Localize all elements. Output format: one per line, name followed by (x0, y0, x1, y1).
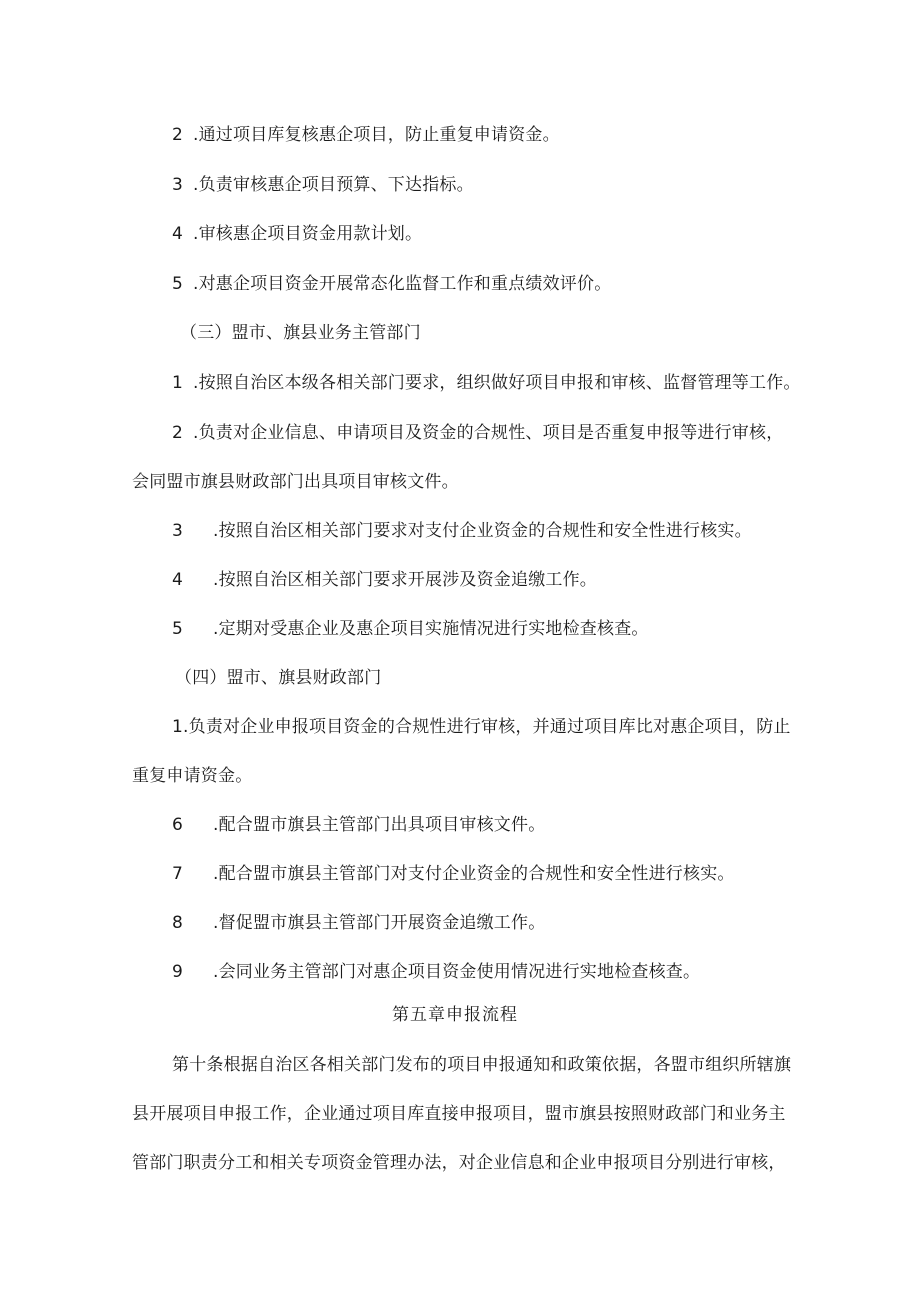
list-item-text: .配合盟市旗县主管部门出具项目审核文件。 (213, 815, 546, 835)
list-number: 8 (172, 913, 183, 933)
list-item-text: .按照自治区相关部门要求对支付企业资金的合规性和安全性进行核实。 (213, 521, 752, 541)
list-number: 5 (172, 619, 183, 639)
list-item-text: .督促盟市旗县主管部门开展资金追缴工作。 (213, 913, 546, 933)
list-item-text: .审核惠企项目资金用款计划。 (193, 224, 423, 244)
list-item-text: .按照自治区本级各相关部门要求，组织做好项目申报和审核、监督管理等工作。 (193, 373, 801, 393)
list-number: 4 (172, 570, 183, 590)
list-item-text: .配合盟市旗县主管部门对支付企业资金的合规性和安全性进行核实。 (213, 864, 735, 884)
paragraph-line: 县开展项目申报工作，企业通过项目库直接申报项目，盟市旗县按照财政部门和业务主 (132, 1104, 786, 1124)
list-item-text: .负责对企业信息、申请项目及资金的合规性、项目是否重复申报等进行审核， (193, 423, 784, 443)
list-number: 9 (172, 962, 183, 982)
section-heading: （三）盟市、旗县业务主管部门 (180, 323, 421, 343)
paragraph-line: 管部门职责分工和相关专项资金管理办法，对企业信息和企业申报项目分别进行审核， (132, 1153, 786, 1173)
list-item-text: .对惠企项目资金开展常态化监督工作和重点绩效评价。 (193, 274, 612, 294)
list-number: 3 (172, 175, 183, 195)
chapter-title: 第五章申报流程 (392, 1005, 518, 1025)
list-item-text: .按照自治区相关部门要求开展涉及资金追缴工作。 (213, 570, 598, 590)
paragraph-line: 第十条根据自治区各相关部门发布的项目申报通知和政策依据，各盟市组织所辖旗 (172, 1055, 792, 1075)
list-item-continuation: 会同盟市旗县财政部门出具项目审核文件。 (132, 472, 459, 492)
list-number: 4 (172, 224, 183, 244)
list-item-continuation: 重复申请资金。 (132, 766, 253, 786)
list-item-text: .定期对受惠企业及惠企项目实施情况进行实地检查核查。 (213, 619, 649, 639)
list-item-text: 1.负责对企业申报项目资金的合规性进行审核，并通过项目库比对惠企项目，防止 (172, 717, 791, 737)
list-item-text: .会同业务主管部门对惠企项目资金使用情况进行实地检查核查。 (213, 962, 701, 982)
list-number: 5 (172, 274, 183, 294)
list-number: 2 (172, 423, 183, 443)
list-number: 6 (172, 815, 183, 835)
section-heading: （四）盟市、旗县财政部门 (175, 668, 382, 688)
list-number: 3 (172, 521, 183, 541)
list-number: 7 (172, 864, 183, 884)
list-item-text: .负责审核惠企项目预算、下达指标。 (193, 175, 474, 195)
list-item-text: .通过项目库复核惠企项目，防止重复申请资金。 (193, 125, 560, 145)
list-number: 2 (172, 125, 183, 145)
list-number: 1 (172, 373, 183, 393)
